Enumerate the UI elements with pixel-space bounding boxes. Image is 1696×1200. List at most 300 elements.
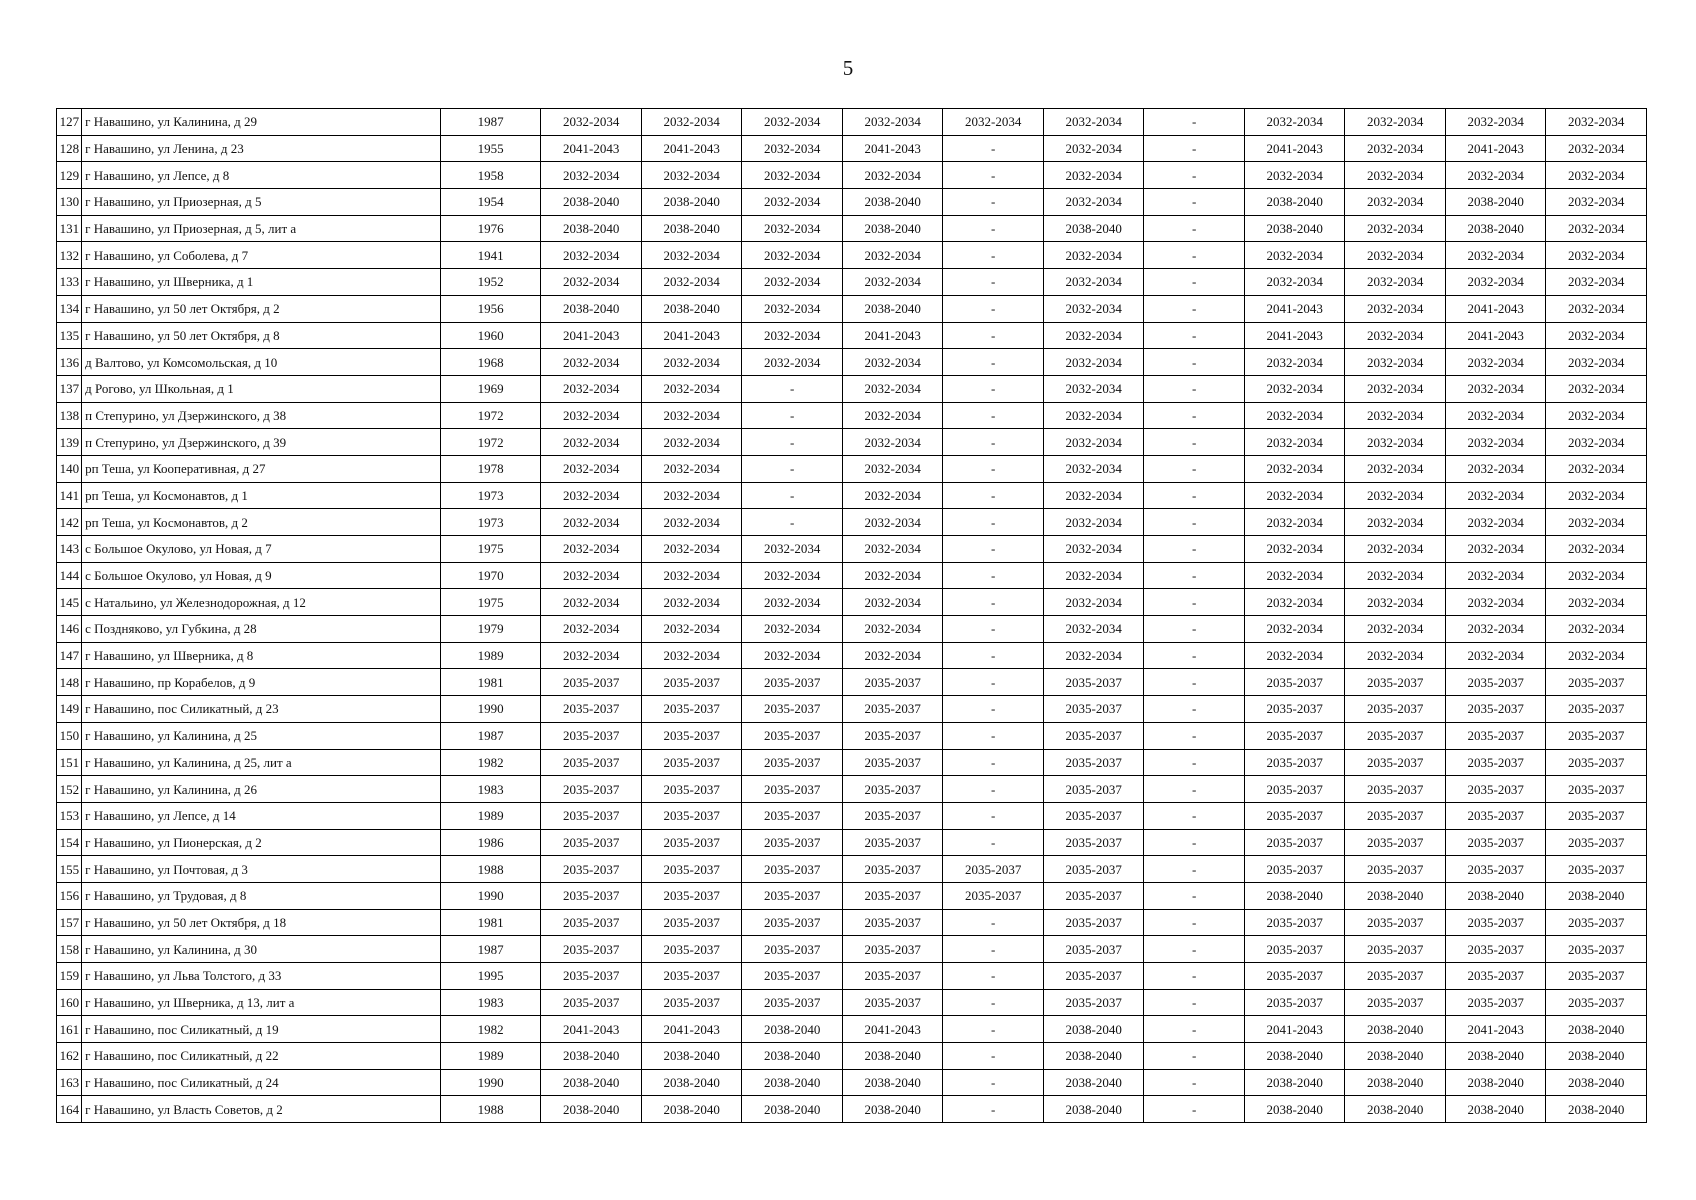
row-number: 160: [57, 989, 82, 1016]
table-row: [57, 909, 1647, 936]
period-cell: 2038-2040: [1445, 215, 1546, 242]
period-cell: 2032-2034: [1345, 536, 1446, 563]
period-cell: 2035-2037: [541, 696, 642, 723]
period-cell: -: [1144, 589, 1245, 616]
period-cell: 2035-2037: [1445, 669, 1546, 696]
period-cell: 2032-2034: [1445, 455, 1546, 482]
row-number: 146: [57, 616, 82, 643]
period-cell: 2035-2037: [842, 776, 943, 803]
table-row: [57, 429, 1647, 456]
period-cell: 2032-2034: [1546, 429, 1647, 456]
row-number: 137: [57, 375, 82, 402]
period-cell: 2035-2037: [1244, 936, 1345, 963]
period-cell: 2035-2037: [742, 829, 843, 856]
period-cell: 2041-2043: [842, 1016, 943, 1043]
period-cell: 2041-2043: [842, 135, 943, 162]
period-cell: 2041-2043: [842, 322, 943, 349]
period-cell: 2041-2043: [1244, 322, 1345, 349]
period-cell: 2032-2034: [1546, 482, 1647, 509]
period-cell: 2035-2037: [742, 963, 843, 990]
period-cell: 2035-2037: [541, 856, 642, 883]
period-cell: 2032-2034: [742, 162, 843, 189]
period-cell: 2032-2034: [842, 482, 943, 509]
period-cell: 2032-2034: [742, 562, 843, 589]
period-cell: -: [1144, 963, 1245, 990]
period-cell: 2032-2034: [641, 589, 742, 616]
row-number: 148: [57, 669, 82, 696]
period-cell: 2032-2034: [1043, 135, 1144, 162]
period-cell: 2038-2040: [1345, 882, 1446, 909]
period-cell: 2032-2034: [641, 349, 742, 376]
row-number: 138: [57, 402, 82, 429]
address-cell: г Навашино, ул 50 лет Октября, д 2: [82, 295, 441, 322]
period-cell: -: [943, 189, 1044, 216]
table-row: [57, 829, 1647, 856]
period-cell: 2035-2037: [1043, 722, 1144, 749]
table-row: [57, 349, 1647, 376]
period-cell: 2035-2037: [641, 909, 742, 936]
period-cell: 2035-2037: [1244, 989, 1345, 1016]
period-cell: 2032-2034: [1546, 269, 1647, 296]
row-number: 139: [57, 429, 82, 456]
row-number: 133: [57, 269, 82, 296]
year-cell: 1975: [440, 589, 541, 616]
period-cell: -: [1144, 909, 1245, 936]
address-cell: с Большое Окулово, ул Новая, д 9: [82, 562, 441, 589]
row-number: 159: [57, 963, 82, 990]
period-cell: 2035-2037: [1345, 963, 1446, 990]
period-cell: 2035-2037: [1546, 722, 1647, 749]
row-number: 162: [57, 1043, 82, 1070]
address-cell: д Рогово, ул Школьная, д 1: [82, 375, 441, 402]
period-cell: 2035-2037: [1546, 802, 1647, 829]
period-cell: 2032-2034: [742, 109, 843, 136]
period-cell: 2035-2037: [1445, 696, 1546, 723]
period-cell: 2032-2034: [1244, 429, 1345, 456]
period-cell: 2032-2034: [842, 616, 943, 643]
year-cell: 1941: [440, 242, 541, 269]
address-cell: рп Теша, ул Космонавтов, д 1: [82, 482, 441, 509]
table-row: [57, 749, 1647, 776]
year-cell: 1954: [440, 189, 541, 216]
period-cell: 2032-2034: [1043, 509, 1144, 536]
period-cell: -: [943, 616, 1044, 643]
address-cell: г Навашино, ул Льва Толстого, д 33: [82, 963, 441, 990]
period-cell: 2032-2034: [1244, 375, 1345, 402]
period-cell: 2032-2034: [1445, 242, 1546, 269]
row-number: 127: [57, 109, 82, 136]
period-cell: 2032-2034: [641, 455, 742, 482]
period-cell: 2032-2034: [842, 375, 943, 402]
year-cell: 1960: [440, 322, 541, 349]
row-number: 134: [57, 295, 82, 322]
address-cell: г Навашино, ул Шверника, д 1: [82, 269, 441, 296]
period-cell: 2032-2034: [541, 509, 642, 536]
period-cell: -: [1144, 1016, 1245, 1043]
period-cell: -: [1144, 989, 1245, 1016]
period-cell: 2032-2034: [1244, 616, 1345, 643]
address-cell: рп Теша, ул Кооперативная, д 27: [82, 455, 441, 482]
period-cell: -: [1144, 669, 1245, 696]
period-cell: 2038-2040: [1043, 1096, 1144, 1123]
address-cell: г Навашино, ул Калинина, д 29: [82, 109, 441, 136]
period-cell: 2032-2034: [742, 215, 843, 242]
row-number: 141: [57, 482, 82, 509]
row-number: 143: [57, 536, 82, 563]
period-cell: 2032-2034: [1546, 402, 1647, 429]
period-cell: 2035-2037: [842, 909, 943, 936]
period-cell: 2038-2040: [541, 295, 642, 322]
table-row: [57, 669, 1647, 696]
table-row: [57, 882, 1647, 909]
period-cell: 2035-2037: [641, 749, 742, 776]
period-cell: 2035-2037: [742, 722, 843, 749]
period-cell: 2032-2034: [1445, 109, 1546, 136]
period-cell: 2032-2034: [541, 616, 642, 643]
period-cell: 2032-2034: [1345, 349, 1446, 376]
period-cell: 2035-2037: [1546, 696, 1647, 723]
year-cell: 1975: [440, 536, 541, 563]
period-cell: 2035-2037: [1345, 856, 1446, 883]
address-cell: п Степурино, ул Дзержинского, д 38: [82, 402, 441, 429]
year-cell: 1973: [440, 509, 541, 536]
period-cell: 2032-2034: [541, 375, 642, 402]
address-cell: с Натальино, ул Железнодорожная, д 12: [82, 589, 441, 616]
period-cell: 2035-2037: [742, 696, 843, 723]
period-cell: 2032-2034: [1345, 455, 1446, 482]
period-cell: 2032-2034: [641, 162, 742, 189]
period-cell: -: [943, 375, 1044, 402]
period-cell: 2032-2034: [1244, 536, 1345, 563]
year-cell: 1979: [440, 616, 541, 643]
period-cell: 2035-2037: [641, 669, 742, 696]
period-cell: 2032-2034: [641, 642, 742, 669]
period-cell: 2038-2040: [541, 1043, 642, 1070]
period-cell: 2035-2037: [1043, 829, 1144, 856]
address-cell: г Навашино, пос Силикатный, д 22: [82, 1043, 441, 1070]
period-cell: 2035-2037: [1244, 963, 1345, 990]
period-cell: 2032-2034: [1244, 455, 1345, 482]
period-cell: 2035-2037: [1043, 749, 1144, 776]
period-cell: -: [943, 829, 1044, 856]
period-cell: 2035-2037: [1345, 989, 1446, 1016]
period-cell: 2038-2040: [1244, 215, 1345, 242]
row-number: 130: [57, 189, 82, 216]
period-cell: 2032-2034: [641, 402, 742, 429]
period-cell: -: [742, 375, 843, 402]
period-cell: 2038-2040: [641, 189, 742, 216]
period-cell: -: [943, 696, 1044, 723]
repair-schedule-table: [56, 108, 1647, 1123]
period-cell: -: [943, 562, 1044, 589]
period-cell: 2032-2034: [541, 242, 642, 269]
address-cell: г Навашино, ул Калинина, д 25: [82, 722, 441, 749]
year-cell: 1970: [440, 562, 541, 589]
period-cell: 2032-2034: [1546, 589, 1647, 616]
address-cell: г Навашино, пр Корабелов, д 9: [82, 669, 441, 696]
period-cell: 2041-2043: [1445, 322, 1546, 349]
table-row: [57, 856, 1647, 883]
period-cell: 2035-2037: [541, 722, 642, 749]
period-cell: 2032-2034: [742, 295, 843, 322]
period-cell: 2032-2034: [1043, 322, 1144, 349]
period-cell: -: [943, 776, 1044, 803]
period-cell: 2032-2034: [742, 642, 843, 669]
period-cell: 2038-2040: [1244, 1043, 1345, 1070]
period-cell: 2032-2034: [842, 162, 943, 189]
period-cell: 2035-2037: [641, 856, 742, 883]
year-cell: 1972: [440, 429, 541, 456]
period-cell: 2038-2040: [1445, 189, 1546, 216]
period-cell: 2032-2034: [1345, 375, 1446, 402]
period-cell: 2032-2034: [1445, 349, 1546, 376]
year-cell: 1987: [440, 722, 541, 749]
period-cell: 2035-2037: [541, 749, 642, 776]
period-cell: 2032-2034: [1546, 642, 1647, 669]
row-number: 158: [57, 936, 82, 963]
period-cell: 2041-2043: [541, 322, 642, 349]
period-cell: -: [1144, 162, 1245, 189]
address-cell: г Навашино, ул Трудовая, д 8: [82, 882, 441, 909]
address-cell: г Навашино, пос Силикатный, д 23: [82, 696, 441, 723]
period-cell: 2035-2037: [641, 802, 742, 829]
period-cell: -: [943, 1069, 1044, 1096]
table-row: [57, 189, 1647, 216]
period-cell: 2032-2034: [541, 402, 642, 429]
period-cell: 2032-2034: [842, 562, 943, 589]
table-row: [57, 109, 1647, 136]
period-cell: 2032-2034: [1244, 269, 1345, 296]
period-cell: 2038-2040: [1546, 882, 1647, 909]
period-cell: -: [742, 455, 843, 482]
period-cell: 2032-2034: [1445, 162, 1546, 189]
period-cell: -: [943, 482, 1044, 509]
year-cell: 1982: [440, 1016, 541, 1043]
period-cell: 2035-2037: [541, 936, 642, 963]
period-cell: 2038-2040: [1345, 1096, 1446, 1123]
period-cell: -: [943, 135, 1044, 162]
period-cell: 2032-2034: [1345, 242, 1446, 269]
period-cell: 2035-2037: [1546, 936, 1647, 963]
period-cell: 2035-2037: [1445, 776, 1546, 803]
table-row: [57, 1069, 1647, 1096]
period-cell: 2032-2034: [842, 242, 943, 269]
period-cell: 2032-2034: [1345, 562, 1446, 589]
period-cell: 2035-2037: [842, 882, 943, 909]
period-cell: 2032-2034: [1043, 616, 1144, 643]
period-cell: 2032-2034: [541, 349, 642, 376]
period-cell: -: [742, 429, 843, 456]
period-cell: 2032-2034: [641, 509, 742, 536]
row-number: 131: [57, 215, 82, 242]
period-cell: -: [1144, 722, 1245, 749]
period-cell: 2032-2034: [641, 429, 742, 456]
period-cell: -: [943, 642, 1044, 669]
period-cell: -: [943, 989, 1044, 1016]
period-cell: -: [1144, 562, 1245, 589]
period-cell: -: [943, 215, 1044, 242]
period-cell: 2038-2040: [842, 1096, 943, 1123]
period-cell: 2038-2040: [1445, 1069, 1546, 1096]
period-cell: 2035-2037: [842, 856, 943, 883]
address-cell: г Навашино, ул Приозерная, д 5: [82, 189, 441, 216]
row-number: 153: [57, 802, 82, 829]
period-cell: 2038-2040: [641, 215, 742, 242]
period-cell: -: [943, 589, 1044, 616]
period-cell: 2032-2034: [842, 402, 943, 429]
period-cell: 2035-2037: [742, 882, 843, 909]
period-cell: -: [1144, 776, 1245, 803]
row-number: 155: [57, 856, 82, 883]
period-cell: 2032-2034: [1244, 162, 1345, 189]
period-cell: 2032-2034: [641, 616, 742, 643]
table-row: [57, 1043, 1647, 1070]
period-cell: 2038-2040: [1244, 1096, 1345, 1123]
period-cell: 2035-2037: [1345, 749, 1446, 776]
period-cell: 2032-2034: [842, 589, 943, 616]
year-cell: 1990: [440, 882, 541, 909]
table-row: [57, 989, 1647, 1016]
period-cell: 2035-2037: [842, 696, 943, 723]
table-row: [57, 322, 1647, 349]
period-cell: 2032-2034: [1043, 589, 1144, 616]
table-row: [57, 455, 1647, 482]
period-cell: -: [1144, 322, 1245, 349]
period-cell: 2032-2034: [1445, 536, 1546, 563]
year-cell: 1988: [440, 1096, 541, 1123]
year-cell: 1976: [440, 215, 541, 242]
period-cell: -: [1144, 349, 1245, 376]
period-cell: 2032-2034: [842, 269, 943, 296]
row-number: 151: [57, 749, 82, 776]
period-cell: -: [1144, 696, 1245, 723]
period-cell: 2035-2037: [1546, 989, 1647, 1016]
row-number: 157: [57, 909, 82, 936]
period-cell: 2032-2034: [1546, 349, 1647, 376]
period-cell: 2035-2037: [1043, 776, 1144, 803]
table-row: [57, 1096, 1647, 1123]
period-cell: 2032-2034: [1345, 269, 1446, 296]
period-cell: -: [943, 1016, 1044, 1043]
period-cell: 2032-2034: [1043, 109, 1144, 136]
period-cell: 2038-2040: [1345, 1069, 1446, 1096]
address-cell: г Навашино, ул Приозерная, д 5, лит а: [82, 215, 441, 242]
period-cell: 2035-2037: [842, 989, 943, 1016]
period-cell: 2032-2034: [842, 349, 943, 376]
year-cell: 1981: [440, 669, 541, 696]
year-cell: 1958: [440, 162, 541, 189]
period-cell: 2032-2034: [1244, 642, 1345, 669]
period-cell: -: [943, 749, 1044, 776]
row-number: 152: [57, 776, 82, 803]
year-cell: 1995: [440, 963, 541, 990]
period-cell: 2038-2040: [842, 1043, 943, 1070]
period-cell: -: [1144, 856, 1245, 883]
period-cell: 2041-2043: [1244, 135, 1345, 162]
period-cell: -: [943, 429, 1044, 456]
period-cell: 2038-2040: [742, 1069, 843, 1096]
period-cell: 2035-2037: [1043, 882, 1144, 909]
period-cell: -: [943, 242, 1044, 269]
period-cell: 2035-2037: [742, 909, 843, 936]
period-cell: 2032-2034: [742, 135, 843, 162]
period-cell: 2038-2040: [641, 1069, 742, 1096]
period-cell: 2032-2034: [1546, 616, 1647, 643]
row-number: 149: [57, 696, 82, 723]
period-cell: -: [1144, 402, 1245, 429]
period-cell: 2032-2034: [1043, 429, 1144, 456]
row-number: 142: [57, 509, 82, 536]
row-number: 154: [57, 829, 82, 856]
period-cell: -: [742, 402, 843, 429]
period-cell: 2032-2034: [1043, 295, 1144, 322]
period-cell: 2035-2037: [1345, 722, 1446, 749]
table-row: [57, 269, 1647, 296]
row-number: 164: [57, 1096, 82, 1123]
table-row: [57, 1016, 1647, 1043]
period-cell: 2032-2034: [1546, 509, 1647, 536]
period-cell: -: [1144, 482, 1245, 509]
period-cell: 2032-2034: [1043, 269, 1144, 296]
period-cell: 2035-2037: [1546, 856, 1647, 883]
period-cell: 2032-2034: [742, 322, 843, 349]
period-cell: 2035-2037: [742, 936, 843, 963]
period-cell: 2038-2040: [641, 1096, 742, 1123]
period-cell: -: [1144, 242, 1245, 269]
period-cell: 2038-2040: [541, 1069, 642, 1096]
period-cell: 2032-2034: [1345, 642, 1446, 669]
period-cell: 2032-2034: [1445, 509, 1546, 536]
period-cell: 2035-2037: [742, 989, 843, 1016]
period-cell: 2032-2034: [1345, 402, 1446, 429]
year-cell: 1956: [440, 295, 541, 322]
table-row: [57, 135, 1647, 162]
period-cell: 2032-2034: [641, 269, 742, 296]
year-cell: 1983: [440, 989, 541, 1016]
period-cell: 2041-2043: [1445, 135, 1546, 162]
period-cell: -: [943, 402, 1044, 429]
year-cell: 1952: [440, 269, 541, 296]
period-cell: 2035-2037: [1244, 829, 1345, 856]
period-cell: 2035-2037: [1244, 802, 1345, 829]
row-number: 163: [57, 1069, 82, 1096]
year-cell: 1987: [440, 109, 541, 136]
period-cell: 2032-2034: [641, 562, 742, 589]
row-number: 135: [57, 322, 82, 349]
year-cell: 1972: [440, 402, 541, 429]
period-cell: 2032-2034: [742, 189, 843, 216]
period-cell: 2038-2040: [1244, 189, 1345, 216]
period-cell: 2038-2040: [1244, 882, 1345, 909]
period-cell: 2032-2034: [842, 509, 943, 536]
period-cell: 2035-2037: [1445, 722, 1546, 749]
period-cell: 2035-2037: [1546, 776, 1647, 803]
period-cell: 2032-2034: [1546, 135, 1647, 162]
year-cell: 1969: [440, 375, 541, 402]
period-cell: 2041-2043: [1244, 1016, 1345, 1043]
row-number: 145: [57, 589, 82, 616]
period-cell: 2032-2034: [641, 536, 742, 563]
period-cell: 2035-2037: [1345, 696, 1446, 723]
period-cell: 2038-2040: [1445, 1096, 1546, 1123]
period-cell: 2035-2037: [1244, 749, 1345, 776]
year-cell: 1983: [440, 776, 541, 803]
period-cell: 2032-2034: [1043, 536, 1144, 563]
period-cell: 2038-2040: [1445, 882, 1546, 909]
period-cell: 2038-2040: [541, 215, 642, 242]
address-cell: г Навашино, ул 50 лет Октября, д 18: [82, 909, 441, 936]
address-cell: г Навашино, ул Калинина, д 30: [82, 936, 441, 963]
